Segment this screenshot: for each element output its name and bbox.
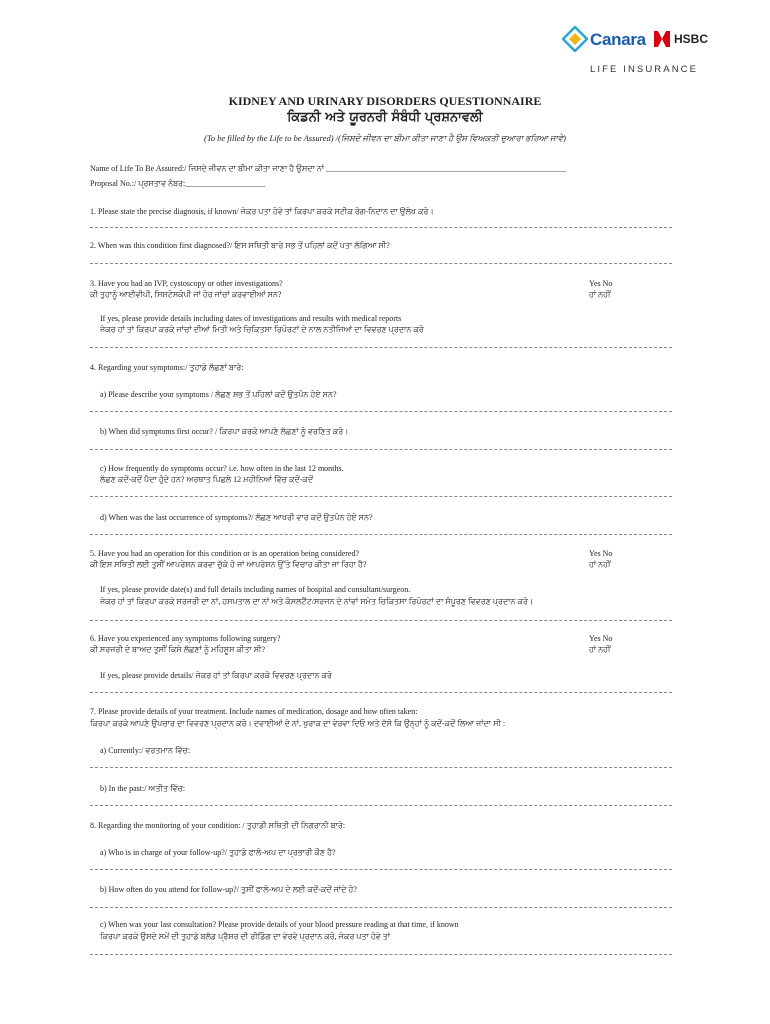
question-7b: b) In the past:/ ਅਤੀਤ ਵਿੱਚ: — [100, 784, 186, 793]
question-3-if-pa: ਜੇਕਰ ਹਾਂ ਤਾਂ ਕਿਰਪਾ ਕਰਕੇ ਜਾਂਚਾਂ ਦੀਆਂ ਮਿਤੀ ਅਤੇ ਚਿਕਿਤਸਾ ਰਿਪੋਰਟਾਂ ਦੇ ਨਾਲ ਨਤੀਜਿਆਂ ਦਾ ਵਿਵਰਣ ਪ੍ਰਦਾਨ ਕਰੋ — [100, 325, 424, 334]
answer-line-2[interactable] — [90, 263, 672, 264]
question-7a: a) Currently:/ ਵਰਤਮਾਨ ਵਿੱਚ: — [100, 746, 191, 755]
question-5-if-pa: ਜੇਕਰ ਹਾਂ ਤਾਂ ਕਿਰਪਾ ਕਰਕੇ ਸਰਜਰੀ ਦਾ ਨਾਂ, ਹਸਪਤਾਲ ਦਾ ਨਾਂ ਅਤੇ ਕੰਸਲਟੈਂਟ/ਸਰਜਨ ਦੇ ਨਾਂਵਾਂ ਸਮੇਤ ਚਿਕਿਤਸਾ ਰਿਪੋਰਟਾਂ ਦਾ ਸੰਪੂਰਣ ਵਿਵਰਣ ਪ੍ਰਦਾਨ ਕਰੋ। — [100, 597, 534, 606]
question-8c-pa: ਕਿਰਪਾ ਕਰਕੇ ਉਸਦੇ ਸਮੇਂ ਦੀ ਤੁਹਾਡੇ ਬਲੱਡ ਪ੍ਰੈਸ਼ਰ ਦੀ ਰੀਡਿੰਗ ਦਾ ਵੇਰਵੇ ਪ੍ਰਦਾਨ ਕਰੋ, ਜੇਕਰ ਪਤਾ ਹੋਵੇ ਤਾਂ — [100, 932, 391, 941]
answer-line-4a[interactable] — [90, 411, 672, 412]
name-field[interactable]: Name of Life To Be Assured:/ ਜਿਸਦੇ ਜੀਵਨ ਦਾ ਬੀਮਾ ਕੀਤਾ ਜਾਣਾ ਹੈ ਉਸਦਾ ਨਾਂ ____________________________________________________________ — [90, 164, 567, 173]
question-4d: d) When was the last occurrence of symptoms?/ ਲੱਛਣ ਆਖਰੀ ਵਾਰ ਕਦੋਂ ਉਤਪੰਨ ਹੋਏ ਸਨ? — [100, 513, 373, 522]
answer-line-4d[interactable] — [90, 534, 672, 535]
question-5-if-en: If yes, please provide date(s) and full details including names of hospital and consultant/surgeon. — [100, 585, 411, 594]
question-8b: b) How often do you attend for follow-up?/ ਤੁਸੀਂ ਫਾਲੋ-ਅਪ ਦੇ ਲਈ ਕਦੋਂ-ਕਦੋਂ ਜਾਂਦੇ ਹੋ? — [100, 885, 357, 894]
question-5-en: 5. Have you had an operation for this condition or is an operation being considered? — [90, 549, 360, 558]
page-subtitle: (To be filled by the Life to be Assured) /(ਜਿਸਦੇ ਜੀਵਨ ਦਾ ਬੀਮਾ ਕੀਤਾ ਜਾਣਾ ਹੈ ਉਸ ਵਿਅਕਤੀ ਦੁਆਰਾ ਭਰਿਆ ਜਾਵੇ) — [203, 133, 567, 143]
yes-no-3-en[interactable]: Yes No — [589, 279, 613, 288]
question-6-pa: ਕੀ ਸਰਜਰੀ ਦੇ ਬਾਅਦ ਤੁਸੀਂ ਕਿਸੇ ਲੱਛਣਾਂ ਨੂੰ ਮਹਿਸੂਸ ਕੀਤਾ ਸੀ? — [90, 645, 266, 654]
answer-line-7b[interactable] — [90, 805, 672, 806]
logo-tagline: LIFE INSURANCE — [590, 64, 699, 75]
answer-line-8a[interactable] — [90, 869, 672, 870]
answer-line-6[interactable] — [90, 692, 672, 693]
answer-line-7a[interactable] — [90, 767, 672, 768]
question-8: 8. Regarding the monitoring of your condition: / ਤੁਹਾਡੀ ਸਥਿਤੀ ਦੀ ਨਿਗਰਾਨੀ ਬਾਰੇ: — [90, 821, 346, 830]
answer-line-8c[interactable] — [90, 954, 672, 955]
page-title: KIDNEY AND URINARY DISORDERS QUESTIONNAIRE — [228, 94, 542, 108]
logo-partner: HSBC — [674, 32, 709, 46]
question-7-pa: ਕਿਰਪਾ ਕਰਕੇ ਆਪਣੇ ਉਪਚਾਰ ਦਾ ਵਿਵਰਣ ਪ੍ਰਦਾਨ ਕਰੋ। ਦਵਾਈਆਂ ਦੇ ਨਾਂ, ਖੁਰਾਕ ਦਾ ਵੇਰਵਾ ਦਿਓ ਅਤੇ ਦੱਸੋ ਕਿ ਉਨ੍ਹਾਂ ਨੂੰ ਕਦੋਂ-ਕਦੋਂ ਲਿਆ ਜਾਂਦਾ ਸੀ : — [90, 719, 506, 728]
hsbc-hexagon-icon — [654, 31, 670, 47]
question-8c-en: c) When was your last consultation? Please provide details of your blood pressure reading at that time, if known — [100, 920, 459, 929]
question-4: 4. Regarding your symptoms:/ ਤੁਹਾਡੇ ਲੱਛਣਾਂ ਬਾਰੇ: — [90, 363, 244, 372]
question-7-en: 7. Please provide details of your treatment. Include names of medication, dosage and how often taken: — [90, 707, 418, 716]
question-3-en: 3. Have you had an IVP, cystoscopy or other investigations? — [90, 279, 283, 288]
question-8a: a) Who is in charge of your follow-up?/ ਤੁਹਾਡੇ ਫਾਲੋ-ਅਪ ਦਾ ਪ੍ਰਭਾਰੀ ਕੌਣ ਹੈ? — [100, 848, 336, 857]
question-4a: a) Please describe your symptoms / ਲੱਛਣ ਸਭ ਤੋਂ ਪਹਿਲਾਂ ਕਦੋਂ ਉਤਪੰਨ ਹੋਏ ਸਨ? — [100, 390, 337, 399]
canara-logo-icon — [562, 26, 588, 52]
answer-line-4c[interactable] — [90, 496, 672, 497]
question-1: 1. Please state the precise diagnosis, if known/ ਜੇਕਰ ਪਤਾ ਹੋਵੇ ਤਾਂ ਕਿਰਪਾ ਕਰਕੇ ਸਟੀਕ ਰੋਗ-ਨਿਦਾਨ ਦਾ ਉਲੇਖ ਕਰੋ। — [90, 207, 434, 216]
yes-no-5-en[interactable]: Yes No — [589, 549, 613, 558]
question-4c-pa: ਲੱਛਣ ਕਦੋਂ-ਕਦੋਂ ਪੈਦਾ ਹੁੰਦੇ ਹਨ? ਅਰਥਾਤ ਪਿਛਲੇ 12 ਮਹੀਨਿਆਂ ਵਿੱਚ ਕਦੋਂ-ਕਦੋਂ — [100, 475, 314, 484]
yes-no-6-pa[interactable]: ਹਾਂ ਨਹੀਂ — [589, 645, 611, 654]
answer-line-8b[interactable] — [90, 907, 672, 908]
question-4b: b) When did symptoms first occur? / ਕਿਰਪਾ ਕਰਕੇ ਆਪਣੇ ਲੱਛਣਾਂ ਨੂੰ ਵਰਣਿਤ ਕਰੋ। — [100, 427, 349, 436]
answer-line-4b[interactable] — [90, 449, 672, 450]
question-2: 2. When was this condition first diagnosed?/ ਇਸ ਸਥਿਤੀ ਬਾਰੇ ਸਭ ਤੋਂ ਪਹਿਲਾਂ ਕਦੋਂ ਪਤਾ ਲੱਗਿਆ ਸੀ? — [90, 241, 390, 250]
question-3-pa: ਕੀ ਤੁਹਾਨੂੰ ਆਈਵੀਪੀ, ਸਿਸਟੋਸਕੋਪੀ ਜਾਂ ਹੋਰ ਜਾਂਚਾਂ ਕਰਵਾਈਆਂ ਸਨ? — [90, 290, 282, 299]
question-5-pa: ਕੀ ਇਸ ਸਥਿਤੀ ਲਈ ਤੁਸੀਂ ਆਪਰੇਸ਼ਨ ਕਰਵਾ ਚੁੱਕੇ ਹੋ ਜਾਂ ਆਪਰੇਸ਼ਨ ਉੱਤੇ ਵਿਚਾਰ ਕੀਤਾ ਜਾ ਰਿਹਾ ਹੈ? — [90, 560, 367, 569]
canara-hsbc-logo — [562, 24, 708, 78]
answer-line-5[interactable] — [90, 620, 672, 621]
proposal-field[interactable]: Proposal No.:/ ਪ੍ਰਸਤਾਵ ਨੰਬਰ:____________________ — [90, 179, 266, 188]
page-title-punjabi: ਕਿਡਨੀ ਅਤੇ ਯੂਰਨਰੀ ਸੰਬੰਧੀ ਪ੍ਰਸ਼ਨਾਵਲੀ — [287, 110, 483, 125]
question-4c-en: c) How frequently do symptoms occur? i.e. how often in the last 12 months. — [100, 464, 344, 473]
yes-no-3-pa[interactable]: ਹਾਂ ਨਹੀਂ — [589, 290, 611, 299]
question-6-if: If yes, please provide details/ ਜੇਕਰ ਹਾਂ ਤਾਂ ਕਿਰਪਾ ਕਰਕੇ ਵਿਵਰਣ ਪ੍ਰਦਾਨ ਕਰੋ — [100, 671, 332, 680]
question-6-en: 6. Have you experienced any symptoms following surgery? — [90, 634, 281, 643]
yes-no-6-en[interactable]: Yes No — [589, 634, 613, 643]
question-3-if-en: If yes, please provide details including dates of investigations and results with medical reports — [100, 314, 402, 323]
logo-brand: Canara — [590, 30, 646, 49]
answer-line-3[interactable] — [90, 347, 672, 348]
yes-no-5-pa[interactable]: ਹਾਂ ਨਹੀਂ — [589, 560, 611, 569]
answer-line-1[interactable] — [90, 227, 672, 228]
